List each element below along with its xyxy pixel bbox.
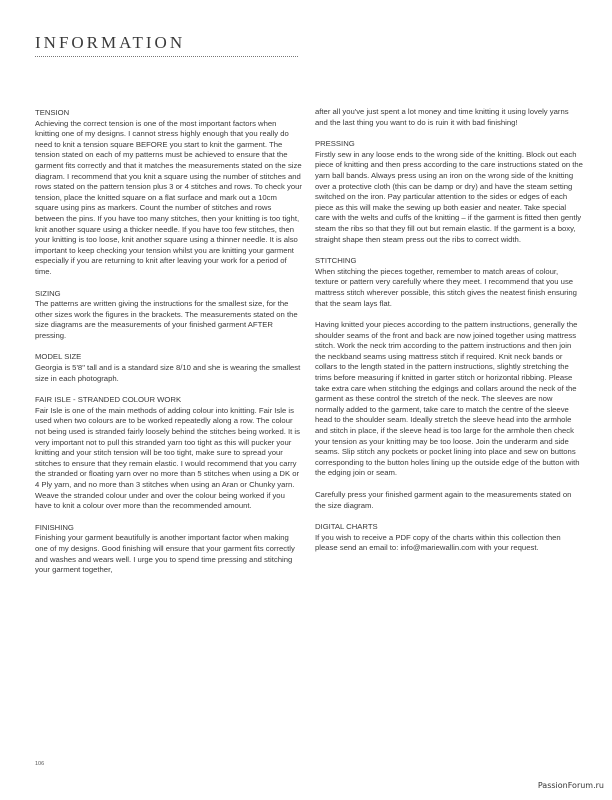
tension-text: Achieving the correct tension is one of the most important factors when knitting one of my designs. I cannot stress highly enough that you really do need to knit a tension square BEFORE you start to knit the garment. The tension stated on each of my patterns must be achieved to ensure that the garment fits correctly and that it matches the measurements stated on the size diagram. I recommend that you knit a square using the number of stitches and rows stated on the pattern tension plus 3 or 4 stitches and rows. To check your tension, place the knitted square on a flat surface and mark out a 10cm square using pins as markers. Count the number of stitches and rows between the pins. If you have too many stitches, then your knitting is too tight, knit another square using a thicker needle. If you have too few stitches, then your knitting is too loose, knit another square using a thinner needle. It is also important to keep checking your tension whilst you are knitting your garment especially if you are returning to knit after leaving your work for a period of time.	[35, 118, 302, 276]
fair-isle-heading: FAIR ISLE - STRANDED COLOUR WORK	[35, 395, 182, 405]
sizing-heading: SIZING	[35, 288, 61, 298]
right-column	[315, 107, 583, 565]
pressing-section	[315, 139, 583, 245]
tension-section	[35, 108, 302, 278]
finishing-heading: FINISHING	[35, 522, 74, 532]
sizing-text: The patterns are written giving the instructions for the smallest size, for the other sizes work the figures in the brackets. The measurements stated on the size diagrams are the measurements of your finished garment AFTER pressing.	[35, 299, 298, 340]
stitching-text-final-press: Carefully press your finished garment again to the measurements stated on the size diagram.	[315, 490, 572, 510]
model-size-heading: MODEL SIZE	[35, 352, 82, 362]
model-size-text: Georgia is 5'8" tall and is a standard size 8/10 and she is wearing the smallest size in each photograph.	[35, 363, 301, 383]
fair-isle-text: Fair Isle is one of the main methods of adding colour into knitting. Fair Isle is used when two colours are to be worked repeatedly along a row. The colour not being used is stranded fairly loosely behind the stitches being worked. It is very important not to pull this stranded yarn too tight as this will pucker your knitting and your stitch tension will be too tight, make sure to spread your stitches to ensure that they remain elastic. I would recommend that you carry the stranded or floating yarn over no more than 5 stitches when using a DK or 4 Ply yarn, and no more than 3 stitches when using an Aran or Chunky yarn. Weave the stranded colour under and over the colour being worked if you have to knit a colour over more than the recommended amount.	[35, 405, 300, 511]
pressing-heading: PRESSING	[315, 139, 355, 149]
page-number: 106	[35, 761, 45, 767]
finishing-continued-section	[315, 107, 583, 128]
tension-heading: TENSION	[35, 108, 70, 117]
pressing-text: Firstly sew in any loose ends to the wrong side of the knitting. Block out each piece of knitting and then press according to the care instructions stated on the yarn ball bands. Always press using an iron on the wrong side of the knitting over a protective cloth (this can be damp or dry) and have the steam setting switched on the iron. Pay particular attention to the sides or edges of each piece as this will make the sewing up both easier and neater. Take special care with the welts and cuffs of the knitting – if the garment is fitted then gently steam the ribs so that they fill out but remain elastic. If the garment is a boxy, straight shape then steam press out the ribs to correct width.	[315, 149, 583, 244]
watermark: PassionForum.ru	[537, 781, 604, 790]
finishing-continued-text: after all you've just spent a lot money and time knitting it using lovely yarns and the last thing you want to do is ruin it with bad finishing!	[315, 107, 569, 127]
title-divider	[35, 56, 298, 57]
digital-charts-section	[315, 522, 583, 554]
finishing-section	[35, 523, 302, 576]
stitching-heading: STITCHING	[315, 256, 357, 266]
page-title: INFORMATION	[35, 33, 186, 52]
stitching-text-intro: When stitching the pieces together, remember to match areas of colour, texture or pattern very carefully where they meet. I recommend that you use mattress stitch wherever possible, this stitch gives the neatest finish ensuring that the seam lays flat.	[315, 266, 577, 308]
left-column	[35, 108, 302, 587]
finishing-text: Finishing your garment beautifully is another important factor when making one of my designs. Good finishing will ensure that your garment fits correctly and washes and wears well. I urge you to spend time pressing and stitching your garment together,	[35, 533, 295, 575]
fair-isle-section	[35, 395, 302, 512]
sizing-section	[35, 289, 302, 342]
digital-charts-text: If you wish to receive a PDF copy of the charts within this collection then please send an email to: info@mariewallin.com with your request.	[315, 532, 561, 553]
stitching-section	[315, 256, 583, 511]
digital-charts-heading: DIGITAL CHARTS	[315, 522, 378, 532]
model-size-section	[35, 352, 302, 384]
stitching-text-assembly: Having knitted your pieces according to the pattern instructions, generally the shoulder seams of the front and back are now joined together using mattress stitch. Work the neck trim according to the pattern instructions and then join the neckband seams using mattress stitch if required. Knit neck bands or collars to the length stated in the pattern instructions, slightly stretching the trims before measuring if knitted in garter stitch or horizontal ribbing. Please take extra care when stitching the edgings and collars around the neck of the garment as these control the stretch of the neck. The sleeves are now normally added to the garment, take care to match the centre of the sleeve head to the shoulder seam. Ideally stretch the sleeve head into the armhole and stitch in place, if the sleeve head is too large for the armhole then check your tension as your knitting may be too loose. Join the underarm and side seams. Slip stitch any pockets or pocket lining into place and sew on buttons corresponding to the button holes lining up the outside edge of the button with the edging join or seam.	[315, 320, 580, 478]
